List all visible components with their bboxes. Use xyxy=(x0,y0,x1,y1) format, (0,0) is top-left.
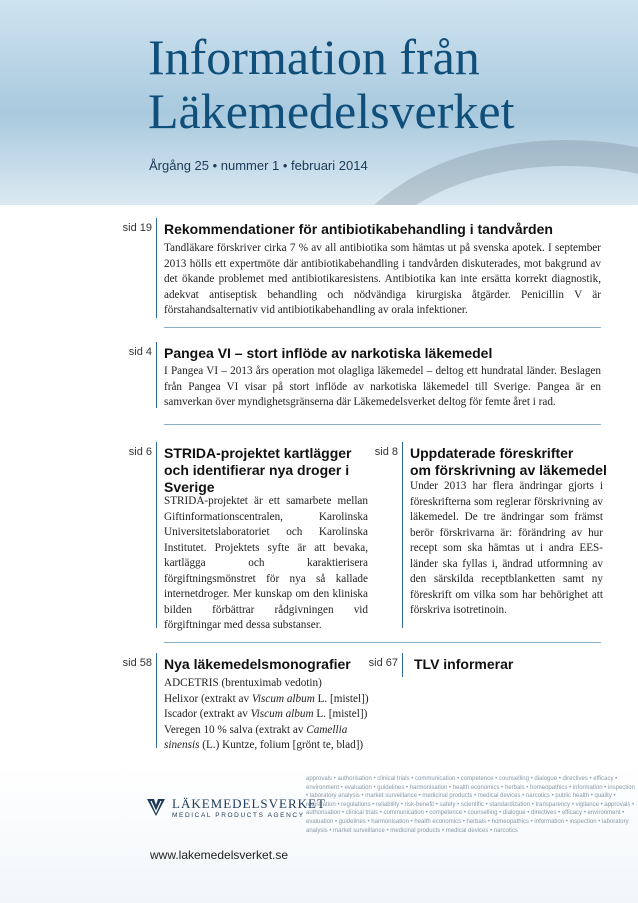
article-body: I Pangea VI – 2013 års operation mot olagliga läkemedel – deltog ett hundratal länder. Beslagen från Pangea VI visar på stort inflöde av narkotiska läkemedel till Sverige. Pangea är en samverkan över myndighetsgränserna där Läkemedelsverket deltog för femte året i rad. xyxy=(164,365,601,408)
publication-title-line2: Läkemedelsverket xyxy=(148,83,515,139)
section-divider xyxy=(164,642,601,643)
issue-info: Årgång 25 • nummer 1 • februari 2014 xyxy=(149,158,368,173)
agency-logo-name: LÄKEMEDELSVERKET xyxy=(172,796,326,811)
monograph-item: Helixor (extrakt av Viscum album L. [mistel]) xyxy=(164,692,369,705)
article-rule xyxy=(156,218,157,318)
section-divider xyxy=(164,424,601,425)
monograph-list xyxy=(164,676,384,754)
article-rule xyxy=(156,653,157,748)
keyword-band: approvals • authorisation • clinical trials • communication • competence • counselling • dialogue • directives • efficacy • environment • evaluation • guidelines • harmonisation • health economics • herbals • homeopathics • information • inspection • laboratory analysis • market surveillance • medicinal products • medical devices • narcotics • public health • quality • registration • regulations • reliability • risk-benefit • safety • scientific • standardization • transparency • vigilance • approvals • authorisation • clinical trials • communication • competence • counselling • dialogue • directives • efficacy • environment • evaluation • guidelines • harmonisation • health economics • herbals • homeopathics • information • inspection • laboratory analysis • market surveillance • medicinal products • medical devices • narcotics xyxy=(306,776,635,834)
agency-logo-icon xyxy=(145,796,167,818)
page-ref: sid 6 xyxy=(128,446,152,458)
monograph-item: Veregen 10 % salva (extrakt av Camellia xyxy=(164,723,348,736)
article-body: Tandläkare förskriver cirka 7 % av all antibiotika som hämtas ut på svenska apotek. I september 2013 hölls ett expertmöte där antibiotikabehandling i tandvården diskuterades, mot bakgrund av det ökande problemet med antibiotikaresistens. Antibiotika kan inte ersätta korrekt diagnostik, adekvat antiseptisk behandling och nödvändiga kirurgiska åtgärder. Penicillin V är förstahandsalternativ vid antibiotikabehandling av orala infektioner. xyxy=(164,242,601,316)
cover-header xyxy=(0,0,638,205)
article-rule xyxy=(156,342,157,408)
article-title-line: Uppdaterade föreskrifter xyxy=(410,445,574,461)
article-title-line: STRIDA-projektet kartlägger xyxy=(164,445,352,461)
monograph-item: sinensis (L.) Kuntze, folium [grönt te, blad]) xyxy=(164,739,364,751)
article-title xyxy=(410,445,630,479)
page-ref: sid 8 xyxy=(374,446,398,458)
article-rule xyxy=(156,442,157,628)
article-title: Nya läkemedelsmonografier xyxy=(164,656,351,672)
article-body: Under 2013 har flera ändringar gjorts i föreskrifterna som reglerar förskrivning av läkemedel. De tre ändringar som främst berör förskrivarna är: förändring av hur recept som ska hämtas ut i andra EES-länder ska fyllas i, ändrad utformning av den särskilda receptblanketten samt ny föreskrift om vilka som har behörighet att förskriva isotretinoin. xyxy=(410,480,603,616)
monograph-item: ADCETRIS (brentuximab vedotin) xyxy=(164,677,322,689)
page-ref: sid 67 xyxy=(368,657,398,669)
publication-title-line1: Information från xyxy=(148,29,480,85)
page-ref: sid 4 xyxy=(128,346,152,358)
article-body: STRIDA-projektet är ett samarbete mellan Giftinformationscentralen, Karolinska Universitetslaboratoriet och Karolinska Institutet. Projektets syfte är att bevaka, kartlägga och karaktierisera förgiftningsmönstret för nya så kallade internetdroger. Mer kunskap om den kliniska bilden förbättrar rådgivningen vid förgiftningar med dessa substanser. xyxy=(164,495,368,631)
article-title-line: om förskrivning av läkemedel xyxy=(410,462,607,478)
stethoscope-image xyxy=(330,140,638,205)
page-ref: sid 58 xyxy=(122,657,152,669)
article-title: Pangea VI – stort inflöde av narkotiska läkemedel xyxy=(164,345,493,361)
agency-logo-subtitle: MEDICAL PRODUCTS AGENCY xyxy=(172,812,305,819)
article-title-line: och identifierar nya droger i xyxy=(164,462,350,478)
article-title: TLV informerar xyxy=(414,656,514,672)
monograph-item: Iscador (extrakt av Viscum album L. [mistel]) xyxy=(164,708,368,720)
article-rule xyxy=(402,442,403,628)
website-link[interactable]: www.lakemedelsverket.se xyxy=(150,848,289,862)
article-rule xyxy=(402,653,403,677)
article-title-line: Sverige xyxy=(164,479,215,495)
page-ref: sid 19 xyxy=(122,222,152,234)
section-divider xyxy=(164,327,601,328)
article-title: Rekommendationer för antibiotikabehandling i tandvården xyxy=(164,221,553,237)
article-title xyxy=(164,445,374,496)
